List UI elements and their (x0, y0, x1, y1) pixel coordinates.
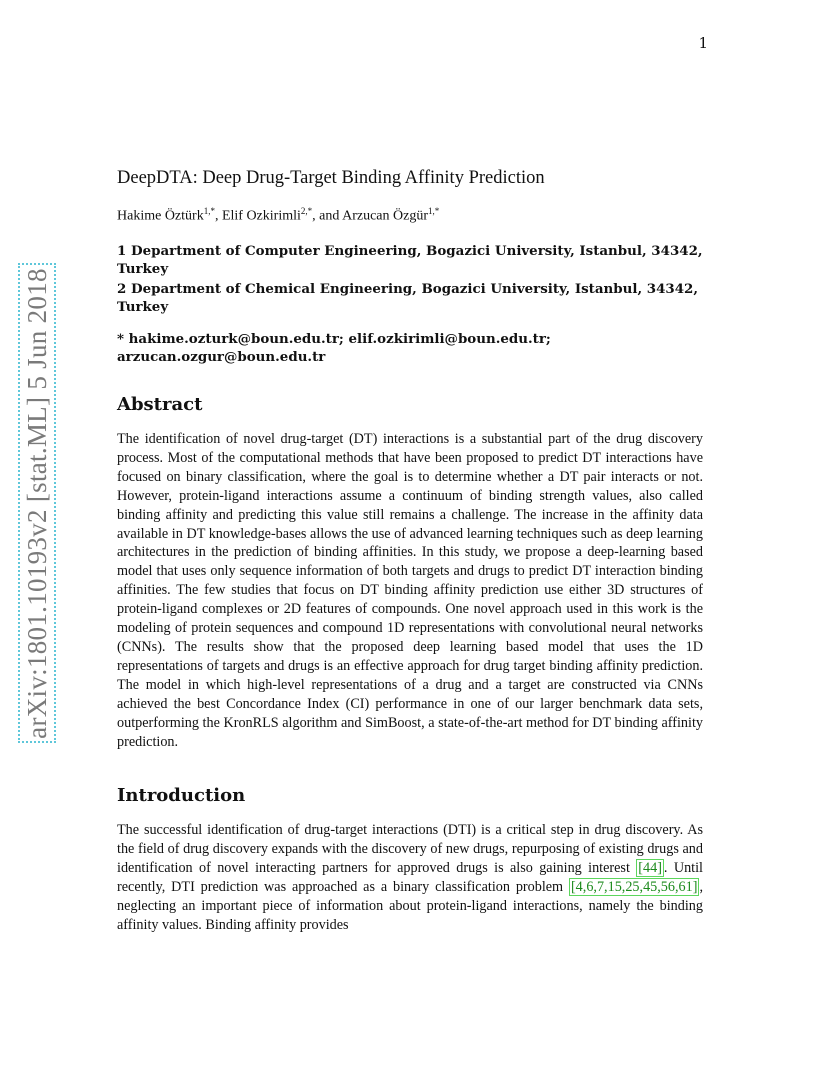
author-list (117, 206, 703, 225)
page-number: 1 (698, 34, 708, 52)
abstract-heading: Abstract (117, 394, 203, 415)
introduction-text (117, 821, 703, 934)
intro-text-part: The successful identification of drug-target interactions (DTI) is a critical step in drug discovery. As the field of drug discovery expands with the discovery of new drugs, repurposing of existing drugs and identification of novel interacting partners for approved drugs is also gaining interest (117, 822, 703, 876)
abstract-text: The identification of novel drug-target (DT) interactions is a substantial part of the drug discovery process. Most of the computational methods that have been proposed to predict DT interactions have focused on binary classification, where the goal is to determine whether a DT pair interacts or not. However, protein-ligand interactions assume a continuum of binding strength values, also called binding affinity and predicting this value still remains a challenge. The increase in the affinity data available in DT knowledge-bases allows the use of advanced learning techniques such as deep learning architectures in the prediction of binding affinities. In this study, we propose a deep-learning based model that uses only sequence information of both targets and drugs to predict DT interaction binding affinities. The few studies that focus on DT binding affinity prediction use either 3D structures of protein-ligand complexes or 2D features of compounds. One novel approach used in this work is the modeling of protein sequences and compound 1D representations with convolutional neural networks (CNNs). The results show that the proposed deep learning based model that uses the 1D representations of targets and drugs is an effective approach for drug target binding affinity prediction. The model in which high-level representations of a drug and a target are constructed via CNNs achieved the best Concordance Index (CI) performance in one of our larger benchmark data sets, outperforming the KronRLS algorithm and SimBoost, a state-of-the-art method for DT binding affinity prediction. (117, 431, 703, 750)
author-name: Elif Ozkirimli (221, 208, 301, 224)
introduction-heading: Introduction (117, 785, 246, 806)
author-name: Arzucan Özgür (342, 208, 428, 224)
arxiv-identifier: arXiv:1801.10193v2 [stat.ML] 5 Jun 2018 (21, 267, 52, 739)
citation-link[interactable]: [44] (638, 859, 662, 876)
author-separator: , and (312, 208, 343, 224)
citation-link[interactable]: [4,6,7,15,25,45,56,61] (570, 878, 698, 895)
author-affiliation-mark: 1,* (203, 206, 215, 216)
intro-text-part: . Until recently, DTI prediction was approached as a binary classification problem (117, 859, 704, 895)
affiliation-1: 1 Department of Computer Engineering, Bogazici University, Istanbul, 34342, Turkey (117, 243, 703, 277)
intro-text-part: , neglecting an important piece of information about protein-ligand interactions, namely the binding affinity values. Binding affinity provides (117, 878, 703, 933)
author-separator: , (214, 208, 222, 224)
author-name: Hakime Öztürk (117, 208, 204, 224)
author-affiliation-mark: 2,* (300, 206, 313, 216)
corresponding-emails: * hakime.ozturk@boun.edu.tr; elif.ozkirimli@boun.edu.tr; arzucan.ozgur@boun.edu.tr (117, 331, 551, 365)
arxiv-stamp[interactable] (18, 263, 56, 743)
affiliation-2: 2 Department of Chemical Engineering, Bogazici University, Istanbul, 34342, Turkey (117, 281, 699, 315)
paper-title: DeepDTA: Deep Drug-Target Binding Affinity Prediction (117, 168, 545, 188)
author-affiliation-mark: 1,* (428, 206, 440, 216)
